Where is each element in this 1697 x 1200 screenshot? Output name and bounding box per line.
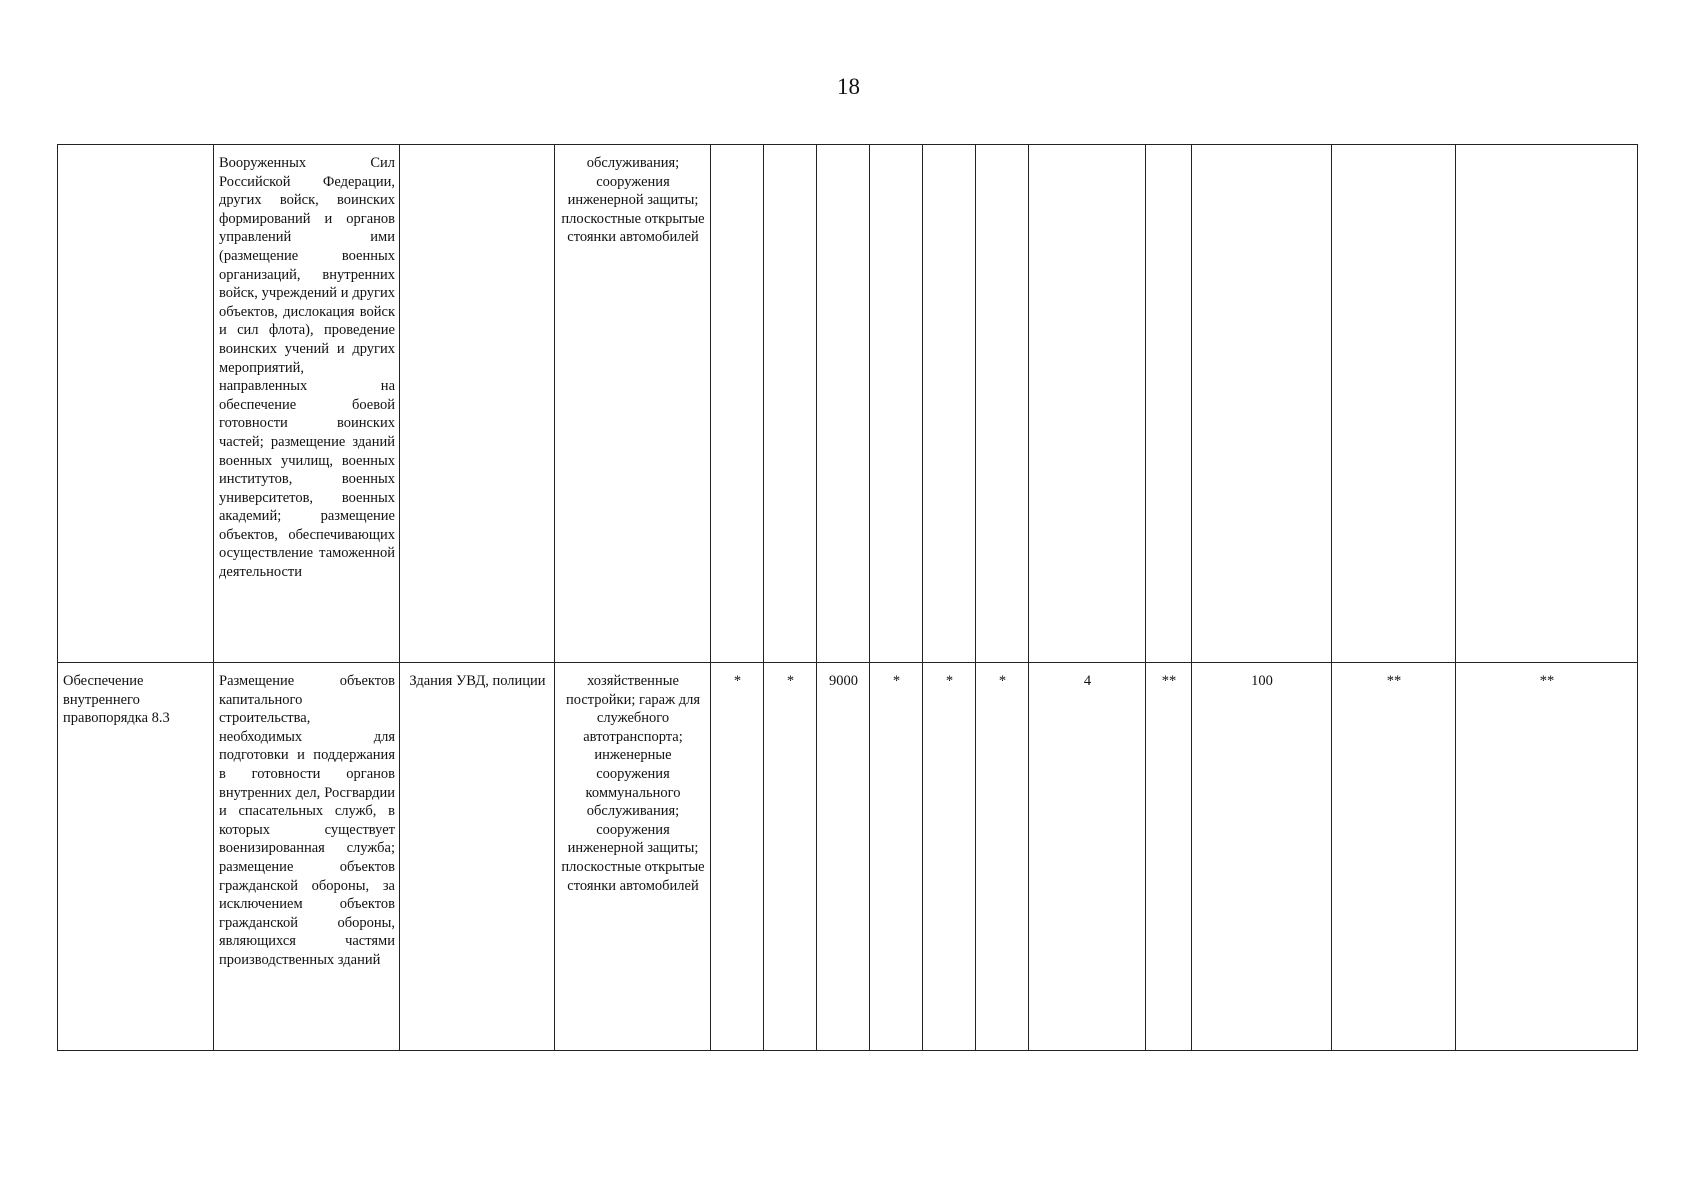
parameter-cell: * bbox=[711, 663, 764, 1051]
parameter-cell bbox=[1029, 145, 1146, 663]
page-number: 18 bbox=[837, 74, 860, 99]
parameter-cell bbox=[1146, 145, 1192, 663]
table-row bbox=[58, 145, 1638, 663]
parameter-cell bbox=[1456, 145, 1638, 663]
parameter-cell bbox=[870, 145, 923, 663]
parameter-cell bbox=[976, 145, 1029, 663]
parameter-cell: * bbox=[870, 663, 923, 1051]
land-use-description-cell: Вооруженных Сил Российской Федерации, других войск, воинских формирований и органов управлений ими (размещение военных организаций, внутренних войск, учреждений и других объектов, дислокация войск и сил флота), проведение воинских учений и других мероприятий, направленных на обеспечение боевой готовности воинских частей; размещение зданий военных училищ, военных институтов, военных университетов, военных академий; размещение объектов, обеспечивающих осуществление таможенной деятельности bbox=[214, 145, 400, 663]
land-use-description-cell: Размещение объектов капитального строительства, необходимых для подготовки и поддержания в готовности органов внутренних дел, Росгвардии и спасательных служб, в которых существует военизированная служба; размещение объектов гражданской обороны, за исключением объектов гражданской обороны, являющихся частями производственных зданий bbox=[214, 663, 400, 1051]
regulations-table bbox=[57, 144, 1638, 1051]
land-use-name-cell bbox=[58, 145, 214, 663]
main-use-cell: Здания УВД, полиции bbox=[400, 663, 555, 1051]
parameter-cell bbox=[764, 145, 817, 663]
parameter-cell: 9000 bbox=[817, 663, 870, 1051]
parameter-cell: ** bbox=[1456, 663, 1638, 1051]
land-use-name-cell: Обеспечение внутреннего правопорядка 8.3 bbox=[58, 663, 214, 1051]
parameter-cell: ** bbox=[1146, 663, 1192, 1051]
parameter-cell: * bbox=[923, 663, 976, 1051]
parameter-cell bbox=[817, 145, 870, 663]
main-use-cell bbox=[400, 145, 555, 663]
parameter-cell bbox=[1332, 145, 1456, 663]
parameter-cell bbox=[1192, 145, 1332, 663]
auxiliary-use-cell: обслуживания; сооружения инженерной защиты; плоскостные открытые стоянки автомобилей bbox=[555, 145, 711, 663]
parameter-cell: 100 bbox=[1192, 663, 1332, 1051]
parameter-cell bbox=[711, 145, 764, 663]
table-row bbox=[58, 663, 1638, 1051]
parameter-cell: * bbox=[764, 663, 817, 1051]
parameter-cell bbox=[923, 145, 976, 663]
parameter-cell: 4 bbox=[1029, 663, 1146, 1051]
auxiliary-use-cell: хозяйственные постройки; гараж для служебного автотранспорта; инженерные сооружения коммунального обслуживания; сооружения инженерной защиты; плоскостные открытые стоянки автомобилей bbox=[555, 663, 711, 1051]
parameter-cell: * bbox=[976, 663, 1029, 1051]
parameter-cell: ** bbox=[1332, 663, 1456, 1051]
